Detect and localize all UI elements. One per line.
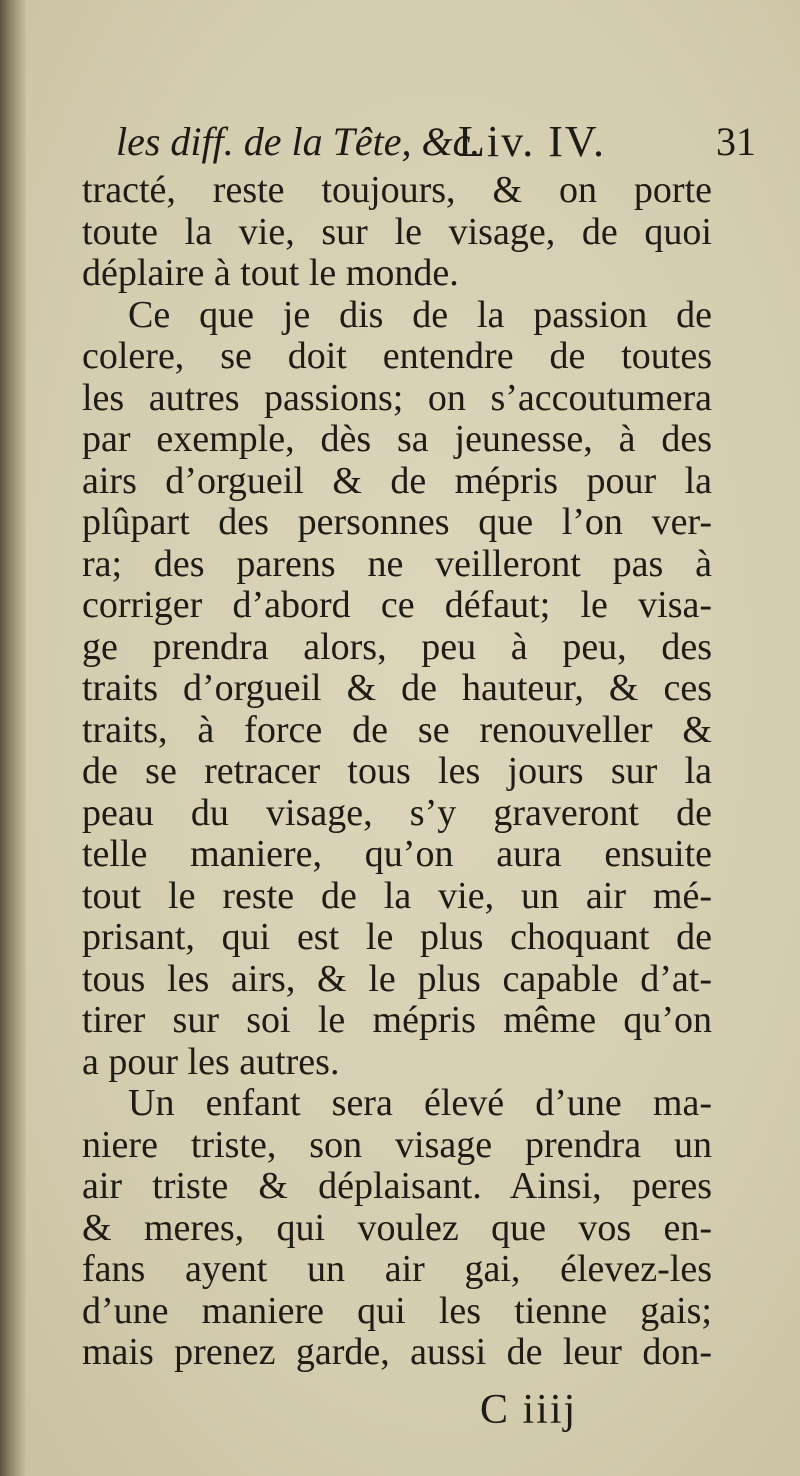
text-line: ge prendra alors, peu à peu, des (82, 625, 712, 668)
text-line: plûpart des personnes que l’on ver- (82, 501, 712, 543)
body-text (82, 170, 712, 1374)
paragraph-start-line: Ce que je dis de la passion de (128, 293, 712, 336)
paragraph-start-line: Un enfant sera élevé d’une ma- (128, 1082, 712, 1124)
text-line: ra; des parens ne veilleront pas à (82, 542, 712, 585)
text-line: air triste & déplaisant. Ainsi, peres (82, 1165, 712, 1207)
book-label: Liv. IV. (458, 117, 606, 166)
text-line: mais prenez garde, aussi de leur don- (82, 1331, 712, 1373)
text-line: tout le reste de la vie, un air mé- (82, 874, 712, 917)
text-line: toute la vie, sur le visage, de quoi (82, 210, 712, 253)
text-line: traits d’orgueil & de hauteur, & ces (82, 667, 712, 709)
text-line: a pour les autres. (82, 1040, 340, 1083)
page-header (116, 112, 756, 172)
text-line: airs d’orgueil & de mépris pour la (82, 459, 712, 502)
text-line: traits, à force de se renouveller & (82, 708, 712, 751)
text-line: tracté, reste toujours, & on porte (82, 169, 712, 211)
signature-mark: C iiij (480, 1387, 578, 1433)
text-line: corriger d’abord ce défaut; le visa- (82, 584, 712, 626)
text-line: prisant, qui est le plus choquant de (82, 916, 712, 958)
text-line: & meres, qui voulez que vos en- (82, 1206, 712, 1249)
text-line: tirer sur soi le mépris même qu’on (82, 999, 712, 1041)
text-line: d’une maniere qui les tienne gais; (82, 1289, 712, 1332)
page-number: 31 (716, 119, 756, 164)
text-line: fans ayent un air gai, élevez-les (82, 1248, 712, 1290)
page-gutter-shadow (0, 0, 26, 1476)
text-line: telle maniere, qu’on aura ensuite (82, 833, 712, 875)
text-line: déplaire à tout le monde. (82, 252, 459, 294)
text-line: tous les airs, & le plus capable d’at- (82, 957, 712, 1000)
text-line: niere triste, son visage prendra un (82, 1123, 712, 1166)
text-line: les autres passions; on s’accoutumera (82, 376, 712, 419)
text-line: par exemple, dès sa jeunesse, à des (82, 418, 712, 460)
text-line: peau du visage, s’y graveront de (82, 791, 712, 834)
text-line: de se retracer tous les jours sur la (82, 750, 712, 792)
text-line: colere, se doit entendre de toutes (82, 335, 712, 377)
running-title: les diff. de la Tête, &c. (116, 119, 481, 164)
